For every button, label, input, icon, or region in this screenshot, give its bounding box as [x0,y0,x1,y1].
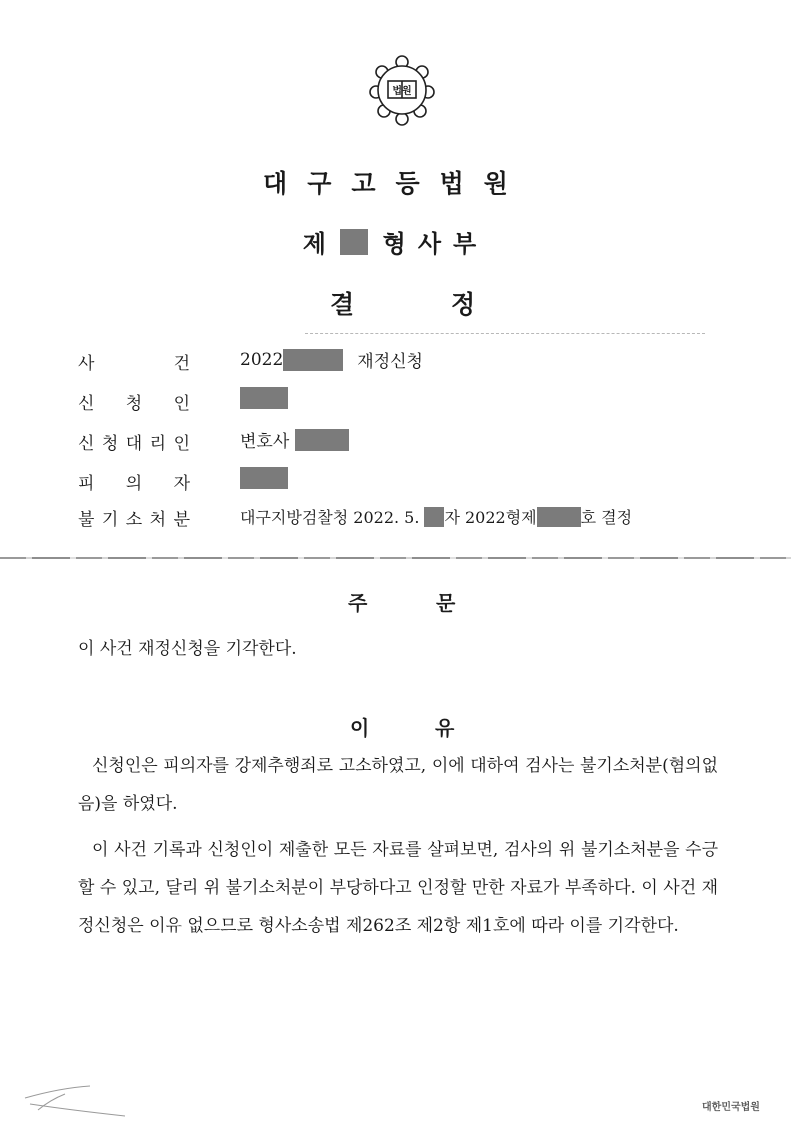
reasons-heading-part2: 유 [435,716,455,740]
disposition-prefix: 대구지방검찰청 2022. 5. [240,508,420,527]
agent-value [240,427,349,452]
redaction-box [240,387,288,409]
court-seal-icon [364,48,440,128]
order-heading-part2: 문 [436,591,456,615]
redaction-box [537,507,581,527]
case-value [240,347,423,372]
order-text: 이 사건 재정신청을 기각한다. [78,639,297,659]
reasons-paragraph-1: 신청인은 피의자를 강제추행죄로 고소하였고, 이에 대하여 검사는 불기소처분(혐의없음)을 하였다. [78,756,718,814]
scribble-mark-icon [20,1080,130,1120]
suspect-label: 피 의 자 [78,474,190,494]
disposition-suffix: 호 결정 [580,508,633,527]
scan-divider-top [305,333,705,335]
order-heading-part1: 주 [348,591,368,615]
disposition-value [240,505,632,528]
applicant-value [240,387,288,409]
court-name: 대구고등법원 [263,169,528,198]
disposition-mid: 자 2022형제 [444,508,537,527]
case-year: 2022 [240,349,284,370]
decision-title-part1: 결 [330,290,355,319]
case-name: 재정신청 [357,352,423,372]
agent-title: 변호사 [240,432,290,452]
redaction-box [240,467,288,489]
redaction-box [295,429,349,451]
division-prefix: 제 [302,229,326,258]
agent-label: 신 청 대 리 인 [78,434,190,454]
scan-divider-middle [0,557,791,559]
reasons-heading-part1: 이 [350,716,370,740]
redaction-box [340,229,368,255]
decision-title-part2: 정 [451,290,476,319]
suspect-value [240,467,288,489]
reasons-paragraph-2: 이 사건 기록과 신청인이 제출한 모든 자료를 살펴보면, 검사의 위 불기소처분을 수긍할 수 있고, 달리 위 불기소처분이 부당하다고 인정할 만한 자료가 부족하다. 이 사건 재정신청은 이유 없으므로 형사소송법 제262조 제2항 제1호에 따라 이를 기각한다. [78,840,718,936]
redaction-box [283,349,343,371]
case-label: 사 건 [78,354,190,374]
division-title [0,224,791,259]
division-suffix: 형사부 [382,229,489,258]
seal-text: 법원 [392,86,412,97]
footer-court-mark: 대한민국법원 [702,1102,760,1113]
applicant-label: 신 청 인 [78,394,190,414]
disposition-label: 불 기 소 처 분 [78,510,190,530]
redaction-box [424,507,444,527]
